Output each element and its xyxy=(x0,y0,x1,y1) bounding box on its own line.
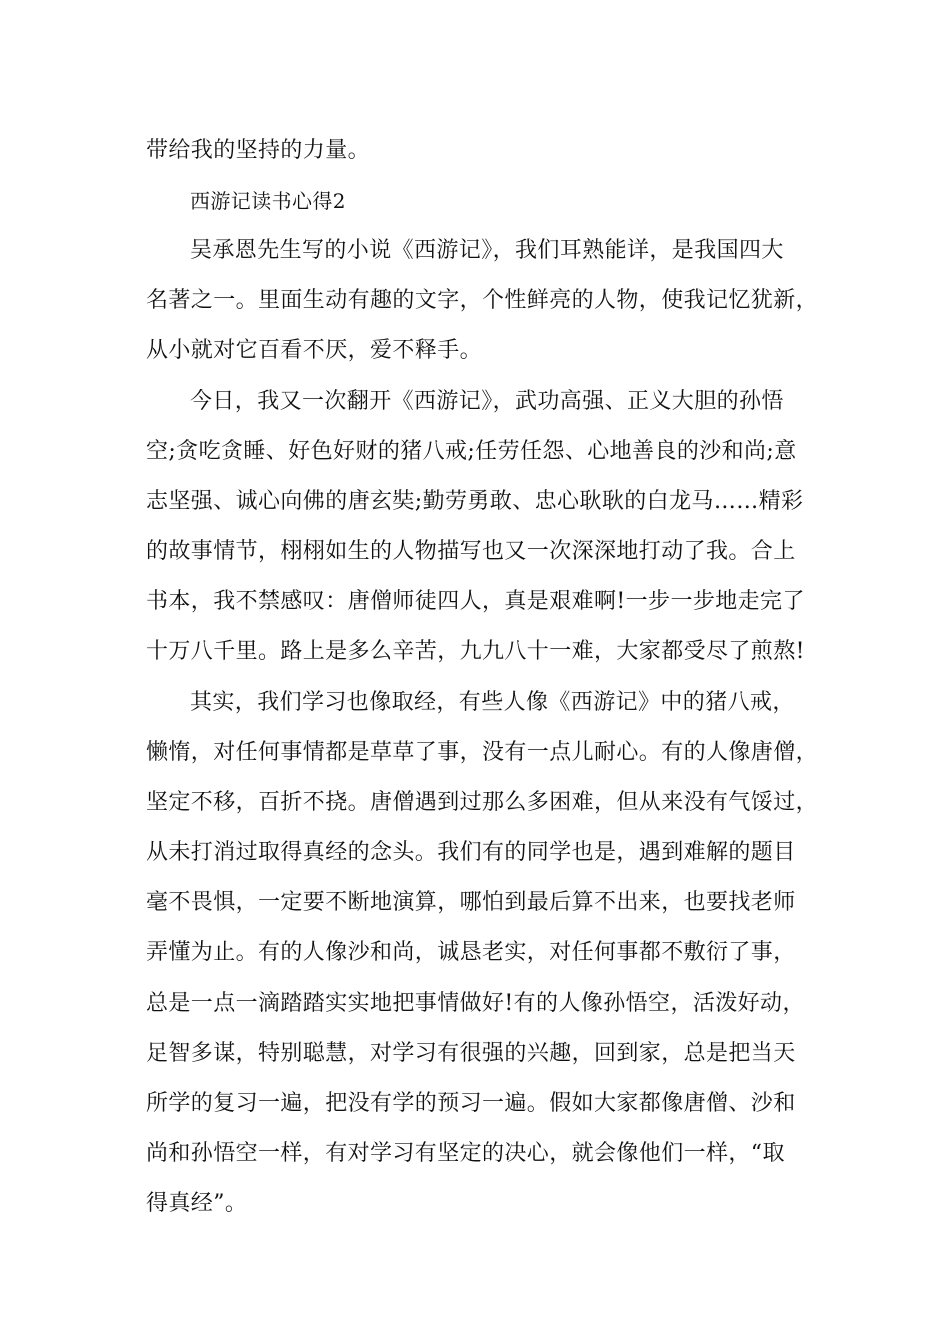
text-line: 从未打消过取得真经的念头。我们有的同学也是，遇到难解的题目 xyxy=(146,840,796,865)
text-line: 书本，我不禁感叹：唐僧师徒四人，真是艰难啊!一步一步地走完了 xyxy=(146,589,805,614)
text-line: 吴承恩先生写的小说《西游记》，我们耳熟能详，是我国四大 xyxy=(190,238,784,263)
text-line: 名著之一。里面生动有趣的文字，个性鲜亮的人物，使我记忆犹新， xyxy=(146,288,819,313)
text-line: 懒惰，对任何事情都是草草了事，没有一点儿耐心。有的人像唐僧， xyxy=(146,740,819,765)
text-line: 足智多谋，特别聪慧，对学习有很强的兴趣，回到家，总是把当天 xyxy=(146,1041,796,1066)
text-line: 坚定不移，百折不挠。唐僧遇到过那么多困难，但从来没有气馁过， xyxy=(146,790,819,815)
text-line: 今日，我又一次翻开《西游记》，武功高强、正义大胆的孙悟 xyxy=(190,389,784,414)
text-line: 毫不畏惧，一定要不断地演算，哪怕到最后算不出来，也要找老师 xyxy=(146,890,796,915)
text-line: 带给我的坚持的力量。 xyxy=(146,138,371,163)
text-line: 总是一点一滴踏踏实实地把事情做好!有的人像孙悟空，活泼好动， xyxy=(146,991,805,1016)
text-line: 所学的复习一遍，把没有学的预习一遍。假如大家都像唐僧、沙和 xyxy=(146,1091,796,1116)
text-line: 得真经”。 xyxy=(146,1191,248,1216)
text-line: 尚和孙悟空一样，有对学习有坚定的决心，就会像他们一样，“取 xyxy=(146,1141,785,1166)
text-line: 空;贪吃贪睡、好色好财的猪八戒;任劳任怨、心地善良的沙和尚;意 xyxy=(146,439,797,464)
text-line: 十万八千里。路上是多么辛苦，九九八十一难，大家都受尽了煎熬! xyxy=(146,639,805,664)
text-line: 从小就对它百看不厌，爱不释手。 xyxy=(146,338,483,363)
text-line: 弄懂为止。有的人像沙和尚，诚恳老实，对任何事都不敷衍了事， xyxy=(146,940,796,965)
section-heading: 西游记读书心得2 xyxy=(190,189,346,213)
text-line: 其实，我们学习也像取经，有些人像《西游记》中的猪八戒， xyxy=(190,690,795,715)
text-line: 志坚强、诚心向佛的唐玄奘;勤劳勇敢、忠心耿耿的白龙马……精彩 xyxy=(146,489,804,514)
text-line: 的故事情节，栩栩如生的人物描写也又一次深深地打动了我。合上 xyxy=(146,539,796,564)
